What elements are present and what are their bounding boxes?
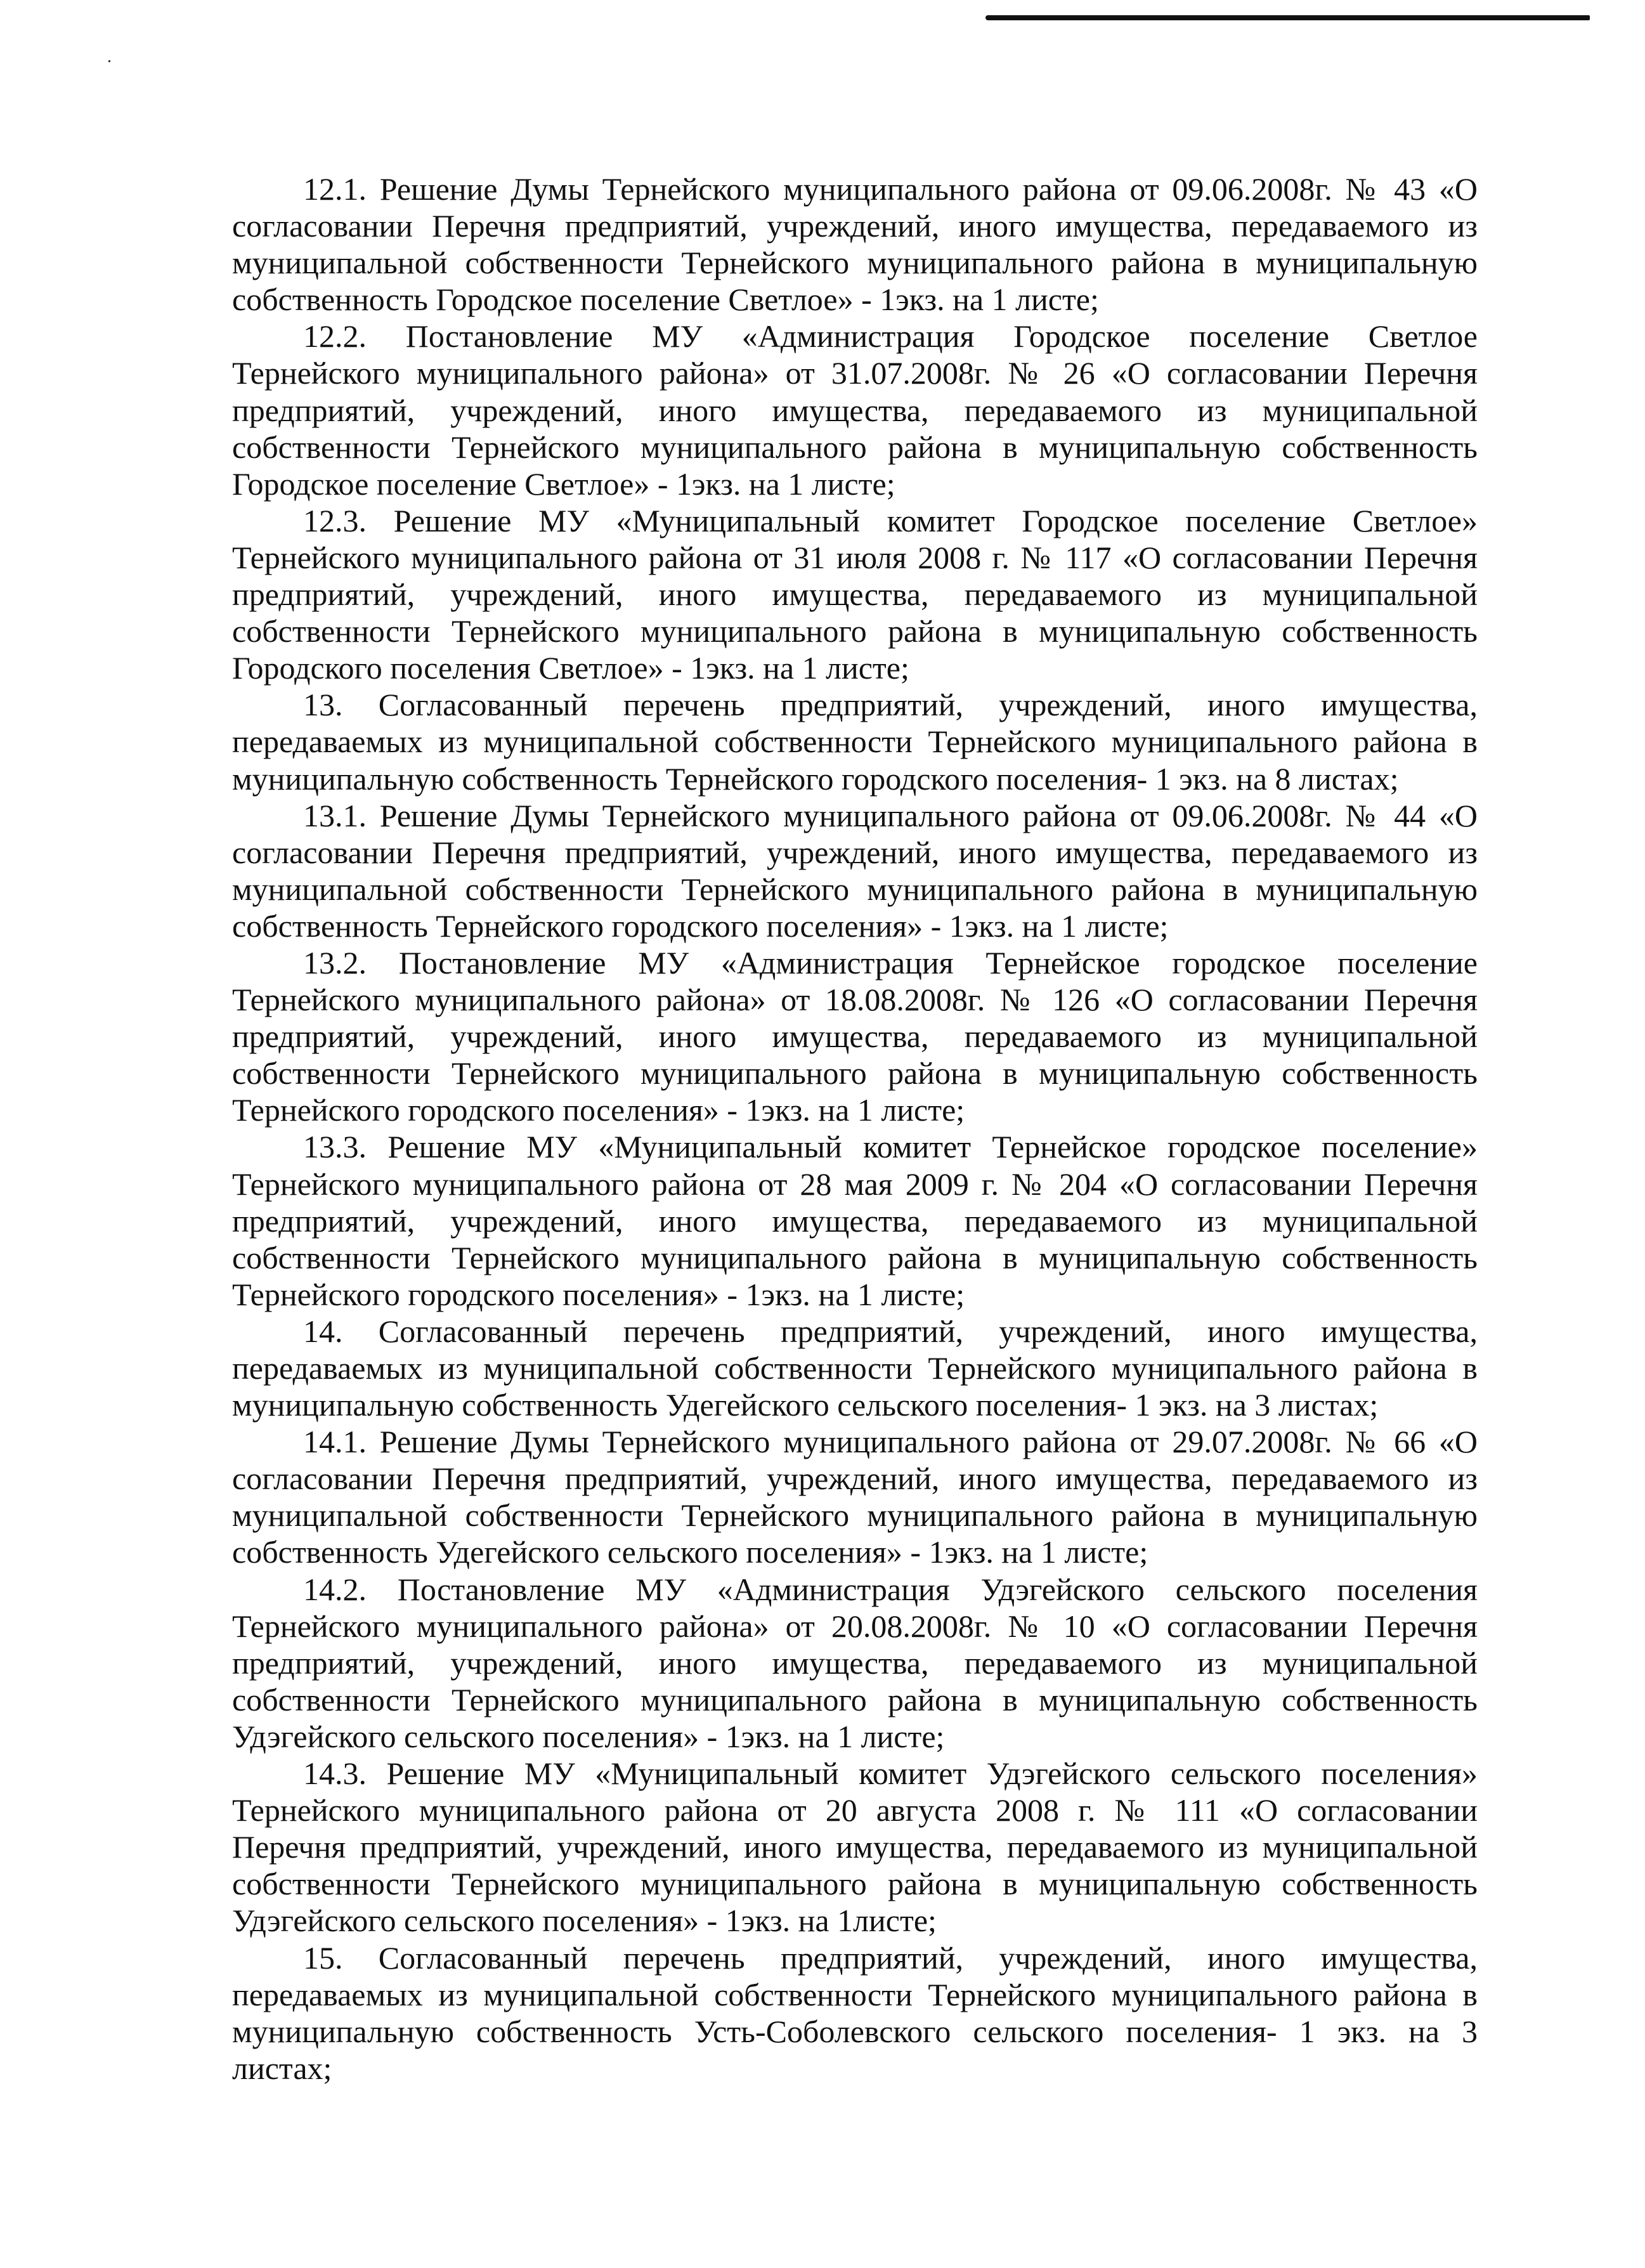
text-line: Тернейского муниципального района от 31 июля 2008 г. № 117 «О согласовании Перечня	[232, 539, 1478, 575]
text-line: предприятий, учреждений, иного имущества, передаваемого из муниципальной	[232, 1645, 1478, 1681]
text-line: Тернейского муниципального района от 20 августа 2008 г. № 111 «О согласовании	[232, 1792, 1478, 1828]
text-line: Тернейского муниципального района» от 18.08.2008г. № 126 «О согласовании Перечня	[232, 982, 1478, 1018]
text-line: 14.2. Постановление МУ «Администрация Удэгейского сельского поселения	[303, 1571, 1478, 1607]
text-line: собственность Городское поселение Светлое» - 1экз. на 1 листе;	[232, 282, 1099, 318]
text-line: 13.2. Постановление МУ «Администрация Тернейское городское поселение	[303, 944, 1478, 981]
text-line: передаваемых из муниципальной собственности Тернейского муниципального района в	[232, 1350, 1478, 1386]
text-line: Тернейского муниципального района от 28 мая 2009 г. № 204 «О согласовании Перечня	[232, 1166, 1478, 1202]
text-line: предприятий, учреждений, иного имущества, передаваемого из муниципальной	[232, 577, 1478, 613]
text-line: 12.2. Постановление МУ «Администрация Городское поселение Светлое	[303, 318, 1478, 355]
text-line: передаваемых из муниципальной собственности Тернейского муниципального района в	[232, 724, 1478, 760]
text-line: Тернейского муниципального района» от 31.07.2008г. № 26 «О согласовании Перечня	[232, 355, 1478, 391]
paragraph-13-3	[232, 1128, 1478, 1312]
text-line: 14.3. Решение МУ «Муниципальный комитет Удэгейского сельского поселения»	[303, 1756, 1478, 1792]
scan-top-edge-line	[985, 15, 1590, 20]
document-body	[232, 171, 1478, 2087]
paragraph-14-1	[232, 1423, 1478, 1570]
text-line: собственность Удегейского сельского поселения» - 1экз. на 1 листе;	[232, 1534, 1148, 1570]
text-line: Городское поселение Светлое» - 1экз. на 1 листе;	[232, 466, 895, 502]
paragraph-13	[232, 686, 1478, 797]
text-line: Тернейского городского поселения» - 1экз. на 1 листе;	[232, 1276, 965, 1312]
paragraph-14	[232, 1313, 1478, 1423]
text-line: согласовании Перечня предприятий, учреждений, иного имущества, передаваемого из	[232, 1461, 1478, 1497]
text-line: собственности Тернейского муниципального района в муниципальную собственность	[232, 1681, 1478, 1717]
text-line: 14. Согласованный перечень предприятий, учреждений, иного имущества,	[303, 1313, 1478, 1349]
text-line: собственности Тернейского муниципального района в муниципальную собственность	[232, 1055, 1478, 1092]
paragraph-14-3	[232, 1755, 1478, 1939]
text-line: предприятий, учреждений, иного имущества, передаваемого из муниципальной	[232, 1202, 1478, 1239]
text-line: собственности Тернейского муниципального района в муниципальную собственность	[232, 1239, 1478, 1275]
text-line: Удэгейского сельского поселения» - 1экз. на 1 листе;	[232, 1718, 945, 1754]
text-line: Городского поселения Светлое» - 1экз. на 1 листе;	[232, 650, 909, 686]
text-line: муниципальной собственности Тернейского муниципального района в муниципальную	[232, 245, 1478, 281]
text-line: муниципальной собственности Тернейского муниципального района в муниципальную	[232, 1497, 1478, 1534]
text-line: собственности Тернейского муниципального района в муниципальную собственность	[232, 1866, 1478, 1902]
text-line: Удэгейского сельского поселения» - 1экз. на 1листе;	[232, 1903, 937, 1939]
text-line: предприятий, учреждений, иного имущества, передаваемого из муниципальной	[232, 1019, 1478, 1055]
paragraph-15	[232, 1939, 1478, 2087]
paragraph-12-3	[232, 502, 1478, 686]
text-line: 14.1. Решение Думы Тернейского муниципального района от 29.07.2008г. № 66 «О	[303, 1424, 1478, 1460]
text-line: Тернейского городского поселения» - 1экз. на 1 листе;	[232, 1092, 965, 1128]
paragraph-13-2	[232, 944, 1478, 1128]
paragraph-14-2	[232, 1571, 1478, 1755]
paragraph-12-2	[232, 318, 1478, 502]
text-line: передаваемых из муниципальной собственности Тернейского муниципального района в	[232, 1976, 1478, 2012]
text-line: муниципальной собственности Тернейского муниципального района в муниципальную	[232, 871, 1478, 907]
paragraph-13-1	[232, 797, 1478, 944]
text-line: 13.1. Решение Думы Тернейского муниципального района от 09.06.2008г. № 44 «О	[303, 797, 1478, 833]
text-line: муниципальную собственность Удегейского сельского поселения- 1 экз. на 3 листах;	[232, 1387, 1379, 1423]
paragraph-12-1	[232, 171, 1478, 318]
text-line: муниципальную собственность Тернейского городского поселения- 1 экз. на 8 листах;	[232, 760, 1399, 797]
text-line: предприятий, учреждений, иного имущества, передаваемого из муниципальной	[232, 392, 1478, 428]
text-line: 12.1. Решение Думы Тернейского муниципального района от 09.06.2008г. № 43 «О	[303, 171, 1478, 207]
text-line: Перечня предприятий, учреждений, иного имущества, передаваемого из муниципальной	[232, 1829, 1478, 1865]
text-line: 13. Согласованный перечень предприятий, учреждений, иного имущества,	[303, 687, 1478, 723]
text-line: листах;	[232, 2050, 332, 2086]
text-line: 12.3. Решение МУ «Муниципальный комитет Городское поселение Светлое»	[303, 502, 1478, 538]
scan-speck	[108, 60, 110, 62]
text-line: согласовании Перечня предприятий, учреждений, иного имущества, передаваемого из	[232, 834, 1478, 870]
text-line: Тернейского муниципального района» от 20.08.2008г. № 10 «О согласовании Перечня	[232, 1608, 1478, 1644]
text-line: 13.3. Решение МУ «Муниципальный комитет Тернейское городское поселение»	[303, 1129, 1478, 1165]
text-line: муниципальную собственность Усть-Соболевского сельского поселения- 1 экз. на 3	[232, 2013, 1478, 2049]
text-line: собственности Тернейского муниципального района в муниципальную собственность	[232, 429, 1478, 465]
text-line: согласовании Перечня предприятий, учреждений, иного имущества, передаваемого из	[232, 208, 1478, 244]
text-line: собственности Тернейского муниципального района в муниципальную собственность	[232, 613, 1478, 649]
text-line: собственность Тернейского городского поселения» - 1экз. на 1 листе;	[232, 908, 1169, 944]
text-line: 15. Согласованный перечень предприятий, учреждений, иного имущества,	[303, 1939, 1478, 1976]
